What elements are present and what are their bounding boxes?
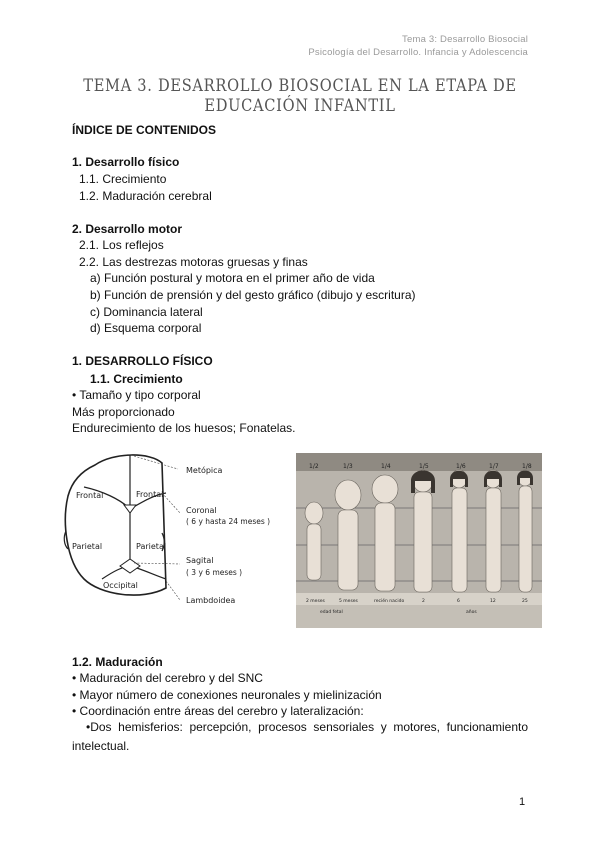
coronal-label: Coronal bbox=[186, 506, 217, 515]
fraction-label-7: 1/8 bbox=[522, 463, 532, 470]
section-1-1-text-2: Endurecimiento de los huesos; Fonatelas. bbox=[72, 421, 296, 435]
skull-frontal-left-label: Frontal bbox=[76, 491, 104, 500]
index-item-1-2: 1.2. Maduración cerebral bbox=[79, 189, 212, 203]
age-label-4: 2 bbox=[422, 599, 425, 604]
years-group-label: años bbox=[466, 610, 477, 615]
fraction-label-2: 1/3 bbox=[343, 463, 353, 470]
index-item-d: d) Esquema corporal bbox=[90, 321, 202, 335]
index-item-b: b) Función de prensión y del gesto gráfico (dibujo y escritura) bbox=[90, 288, 416, 302]
page-title: TEMA 3. DESARROLLO BIOSOCIAL EN LA ETAPA DE EDUCACIÓN INFANTIL bbox=[83, 76, 517, 116]
section-1-2-heading: 1.2. Maduración bbox=[72, 655, 163, 669]
lambdoidea-label: Lambdoidea bbox=[186, 596, 236, 605]
fraction-label-4: 1/5 bbox=[419, 463, 429, 470]
running-header-topic: Tema 3: Desarrollo Biosocial bbox=[402, 34, 528, 45]
skull-fontanelles-diagram bbox=[62, 451, 296, 611]
age-label-5: 6 bbox=[457, 599, 460, 604]
age-label-6: 12 bbox=[490, 599, 496, 604]
index-item-1-1: 1.1. Crecimiento bbox=[79, 172, 167, 186]
fraction-label-3: 1/4 bbox=[381, 463, 391, 470]
coronal-note: ( 6 y hasta 24 meses ) bbox=[186, 517, 271, 526]
section-1-1-heading: 1.1. Crecimiento bbox=[90, 372, 183, 386]
skull-frontal-right-label: Frontal bbox=[136, 490, 164, 499]
age-label-3: recién nacido bbox=[374, 599, 405, 604]
fraction-label-6: 1/7 bbox=[489, 463, 499, 470]
maduracion-bullet-4: •Dos hemisferios: percepción, procesos sensoriales y motores, funcionamiento intelectual. bbox=[72, 720, 528, 753]
age-label-7: 25 bbox=[522, 599, 528, 604]
index-heading: ÍNDICE DE CONTENIDOS bbox=[72, 123, 217, 137]
index-item-c: c) Dominancia lateral bbox=[90, 305, 203, 319]
running-header-course: Psicología del Desarrollo. Infancia y Adolescencia bbox=[308, 47, 528, 58]
section-1-heading: 1. DESARROLLO FÍSICO bbox=[72, 354, 213, 368]
index-item-2-1: 2.1. Los reflejos bbox=[79, 238, 164, 252]
age-label-1: 2 meses bbox=[306, 599, 325, 604]
fraction-label-1: 1/2 bbox=[309, 463, 319, 470]
section-1-1-text-1: Más proporcionado bbox=[72, 405, 175, 419]
fraction-label-5: 1/6 bbox=[456, 463, 466, 470]
skull-parietal-right-label: Parietal bbox=[136, 542, 167, 551]
sagital-label: Sagital bbox=[186, 556, 214, 565]
metopica-label: Metópica bbox=[186, 466, 223, 475]
maduracion-bullet-3: • Coordinación entre áreas del cerebro y lateralización: bbox=[72, 704, 364, 718]
age-label-2: 5 meses bbox=[339, 599, 358, 604]
section-1-1-bullet: • Tamaño y tipo corporal bbox=[72, 388, 201, 402]
maduracion-bullet-2: • Mayor número de conexiones neuronales y mielinización bbox=[72, 688, 382, 702]
index-item-a: a) Función postural y motora en el primer año de vida bbox=[90, 271, 375, 285]
maduracion-bullet-1: • Maduración del cerebro y del SNC bbox=[72, 671, 263, 685]
skull-parietal-left-label: Parietal bbox=[72, 542, 103, 551]
page-number: 1 bbox=[519, 796, 526, 808]
index-section-1: 1. Desarrollo físico bbox=[72, 155, 180, 169]
body-proportions-photo bbox=[296, 453, 542, 628]
fetal-age-group-label: edad fetal bbox=[320, 610, 343, 615]
index-section-2: 2. Desarrollo motor bbox=[72, 222, 183, 236]
skull-occipital-label: Occipital bbox=[103, 581, 138, 590]
sagital-note: ( 3 y 6 meses ) bbox=[186, 568, 243, 577]
index-item-2-2: 2.2. Las destrezas motoras gruesas y finas bbox=[79, 255, 308, 269]
